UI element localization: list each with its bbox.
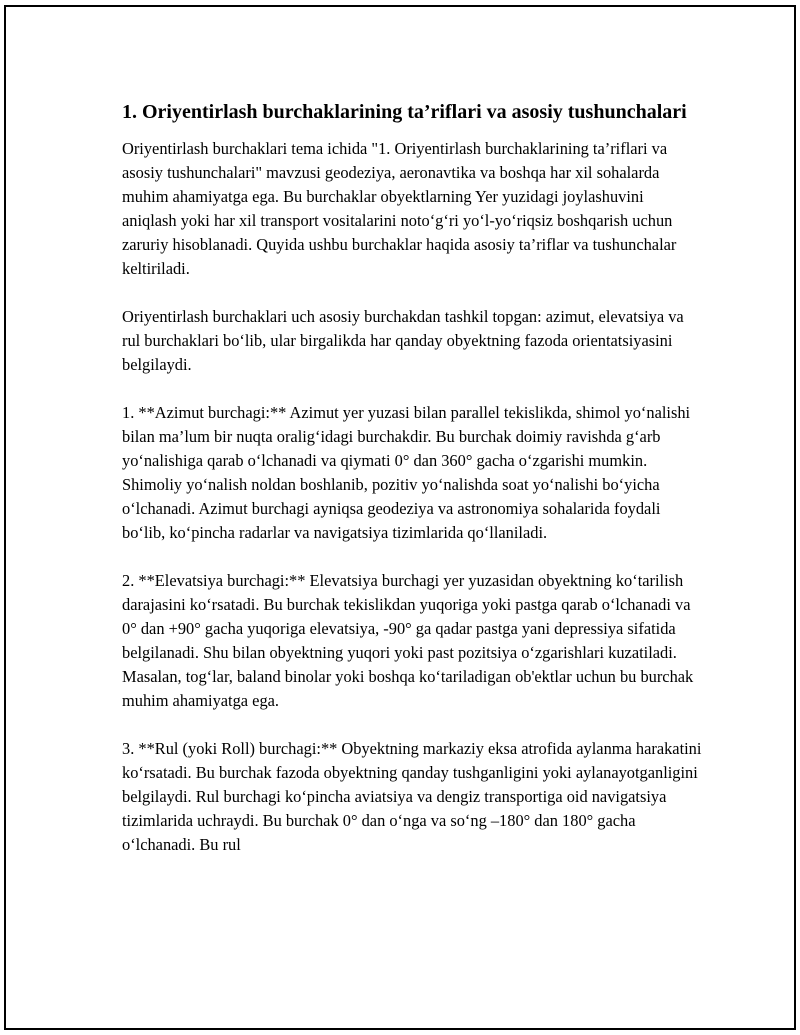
- page-frame: [4, 5, 796, 1030]
- paragraph-intro: Oriyentirlash burchaklari tema ichida "1. Oriyentirlash burchaklarining ta’riflari va asosiy tushunchalari" mavzusi geodeziya, aeronavtika va boshqa har xil sohalarda muhim ahamiyatga ega. Bu burchaklar obyektlarning Yer yuzidagi joylashuvini aniqlash yoki har xil transport vositalarini noto‘g‘ri yo‘l-yo‘riqsiz boshqarish uchun zaruriy hisoblanadi. Quyida ushbu burchaklar haqida asosiy ta’riflar va tushunchalar keltiriladi.: [122, 139, 677, 278]
- document-body: [122, 99, 702, 881]
- paragraph-roll: 3. **Rul (yoki Roll) burchagi:** Obyektning markaziy eksa atrofida aylanma harakatini ko‘rsatadi. Bu burchak fazoda obyektning qanday tushganligini yoki aylanayotganligini belgilaydi. Rul burchagi ko‘pincha aviatsiya va dengiz transportiga oid navigatsiya tizimlarida uchraydi. Bu burchak 0° dan o‘nga va so‘ng –180° dan 180° gacha o‘lchanadi. Bu rul: [122, 739, 702, 854]
- paragraph-elevation: 2. **Elevatsiya burchagi:** Elevatsiya burchagi yer yuzasidan obyektning ko‘tarilish darajasini ko‘rsatadi. Bu burchak tekislikdan yuqoriga yoki pastga qarab o‘lchanadi va 0° dan +90° gacha yuqoriga elevatsiya, -90° ga qadar pastga yani depressiya sifatida belgilanadi. Shu bilan obyektning yuqori yoki past pozitsiya o‘zgarishlari kuzatiladi. Masalan, tog‘lar, baland binolar yoki boshqa ko‘tariladigan ob'ektlar uchun bu burchak muhim ahamiyatga ega.: [122, 571, 694, 710]
- paragraph-overview: Oriyentirlash burchaklari uch asosiy burchakdan tashkil topgan: azimut, elevatsiya va rul burchaklari bo‘lib, ular birgalikda har qanday obyektning fazoda orientatsiyasini belgilaydi.: [122, 307, 684, 374]
- document-title: 1. Oriyentirlash burchaklarining ta’riflari va asosiy tushunchalari: [122, 101, 687, 123]
- paragraph-azimuth: 1. **Azimut burchagi:** Azimut yer yuzasi bilan parallel tekislikda, shimol yo‘nalishi bilan ma’lum bir nuqta oralig‘idagi burchakdir. Bu burchak doimiy ravishda g‘arb yo‘nalishiga qarab o‘lchanadi va qiymati 0° dan 360° gacha o‘zgarishi mumkin. Shimoliy yo‘nalish noldan boshlanib, pozitiv yo‘nalishda soat yo‘nalishi bo‘yicha o‘lchanadi. Azimut burchagi ayniqsa geodeziya va astronomiya sohalarida foydali bo‘lib, ko‘pincha radarlar va navigatsiya tizimlarida qo‘llaniladi.: [122, 403, 691, 542]
